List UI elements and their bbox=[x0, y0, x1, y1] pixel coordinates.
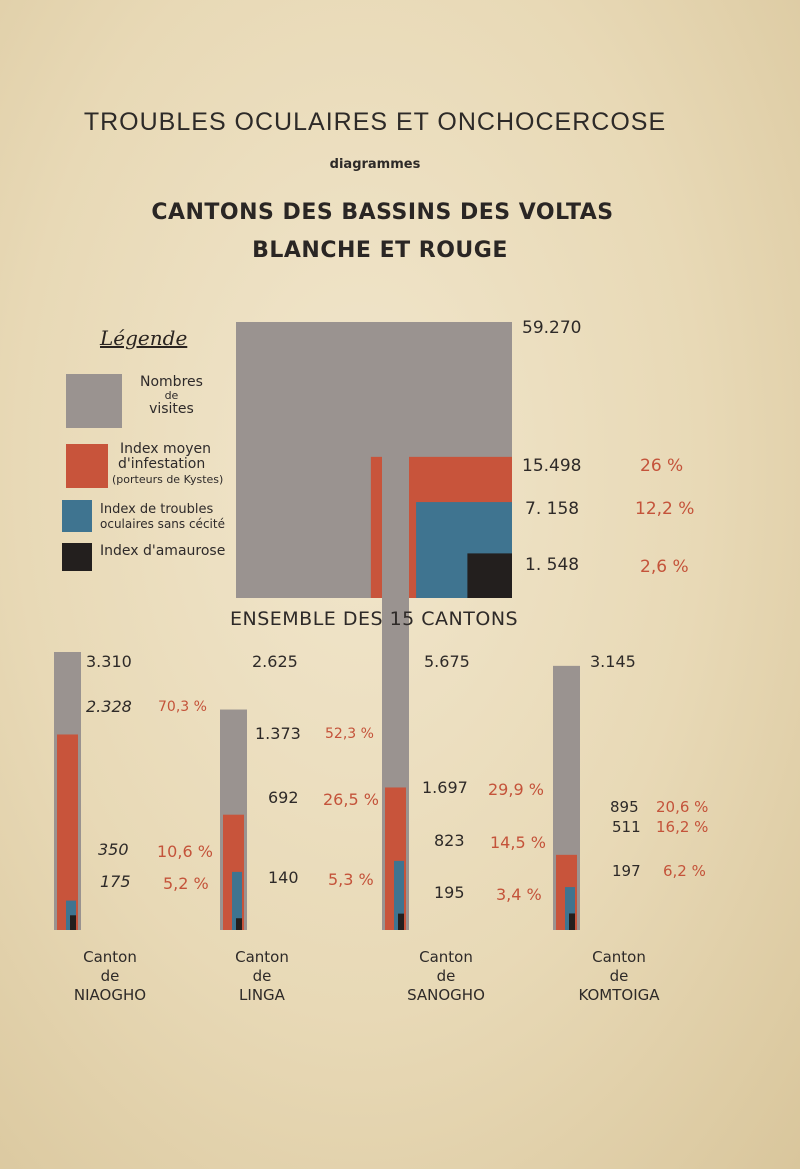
komtoiga-label-line-3: KOMTOIGA bbox=[578, 986, 660, 1004]
sanogho-infestation-pct: 29,9 % bbox=[488, 780, 544, 799]
komtoiga-canton-label bbox=[556, 948, 682, 1005]
niaogho-ocular-label: 350 bbox=[98, 840, 129, 859]
sanogho-label-line-1: Canton bbox=[419, 948, 473, 966]
main-value-ocular: 7. 158 bbox=[525, 499, 580, 519]
linga-visits-label: 2.625 bbox=[252, 652, 298, 671]
legend-ocular-line-1: Index de troubles bbox=[100, 502, 214, 517]
main-value-amaurosis: 1. 548 bbox=[525, 555, 580, 575]
komtoiga-visits-label: 3.145 bbox=[590, 652, 636, 671]
niaogho-infestation-label: 2.328 bbox=[86, 697, 132, 716]
linga-ocular-label: 692 bbox=[268, 788, 299, 807]
linga-ocular-pct: 26,5 % bbox=[323, 790, 379, 809]
niaogho-amaurosis-pct: 5,2 % bbox=[163, 874, 209, 893]
legend-ocular-line-2: oculaires sans cécité bbox=[100, 517, 225, 531]
sanogho-bar-amaurosis bbox=[398, 914, 404, 930]
linga-infestation-label: 1.373 bbox=[255, 724, 301, 743]
main-square-amaurosis bbox=[467, 553, 512, 598]
main-pct-ocular: 12,2 % bbox=[635, 499, 695, 519]
linga-bar-amaurosis bbox=[236, 918, 242, 930]
sanogho-ocular-pct: 14,5 % bbox=[490, 833, 546, 852]
linga-canton-label bbox=[212, 948, 312, 1005]
legend-infestation-line-2: d'infestation bbox=[118, 456, 206, 472]
legend-visits-line-1: Nombres bbox=[140, 374, 203, 390]
linga-amaurosis-label: 140 bbox=[268, 868, 299, 887]
main-squares-chart bbox=[236, 322, 512, 598]
niaogho-label-line-3: NIAOGHO bbox=[73, 986, 147, 1004]
sanogho-amaurosis-pct: 3,4 % bbox=[496, 885, 542, 904]
komtoiga-label-line-2: de bbox=[609, 967, 629, 985]
main-pct-infestation: 26 % bbox=[640, 456, 684, 476]
heading-line-2: BLANCHE ET ROUGE bbox=[252, 238, 508, 263]
komtoiga-infestation-pct: 20,6 % bbox=[656, 798, 709, 816]
legend-infestation-line-1: Index moyen bbox=[120, 441, 211, 457]
linga-infestation-pct: 52,3 % bbox=[325, 726, 374, 742]
sanogho-canton-label bbox=[396, 948, 496, 1005]
linga-label-line-2: de bbox=[252, 967, 272, 985]
niaogho-visits-label: 3.310 bbox=[86, 652, 132, 671]
heading-line-1: CANTONS DES BASSINS DES VOLTAS bbox=[151, 200, 614, 225]
sanogho-label-line-3: SANOGHO bbox=[407, 986, 485, 1004]
legend-visits-line-3: visites bbox=[149, 401, 194, 417]
legend-infestation-line-3: (porteurs de Kystes) bbox=[112, 473, 224, 486]
sanogho-label-line-2: de bbox=[436, 967, 456, 985]
niaogho-label-line-1: Canton bbox=[83, 948, 137, 966]
ensemble-title: ENSEMBLE DES 15 CANTONS bbox=[230, 608, 519, 630]
sanogho-ocular-label: 823 bbox=[434, 831, 465, 850]
sanogho-visits-label: 5.675 bbox=[424, 652, 470, 671]
niaogho-infestation-pct: 70,3 % bbox=[158, 699, 207, 715]
main-pct-amaurosis: 2,6 % bbox=[640, 557, 689, 577]
komtoiga-ocular-pct: 16,2 % bbox=[656, 818, 709, 836]
komtoiga-ocular-label: 511 bbox=[612, 818, 641, 836]
komtoiga-bar-amaurosis bbox=[569, 913, 575, 930]
legend-amaurosis-line-1: Index d'amaurose bbox=[100, 543, 226, 559]
niaogho-ocular-pct: 10,6 % bbox=[157, 842, 213, 861]
niaogho-amaurosis-label: 175 bbox=[100, 872, 131, 891]
sanogho-amaurosis-label: 195 bbox=[434, 883, 465, 902]
niaogho-label-line-2: de bbox=[100, 967, 120, 985]
linga-label-line-1: Canton bbox=[235, 948, 289, 966]
page-title: TROUBLES OCULAIRES ET ONCHOCERCOSE bbox=[83, 108, 667, 136]
sanogho-infestation-label: 1.697 bbox=[422, 778, 468, 797]
legend-visits-line-2: de bbox=[164, 389, 179, 402]
niaogho-bar-amaurosis bbox=[70, 915, 76, 930]
page-subtitle: diagrammes bbox=[329, 157, 421, 172]
linga-amaurosis-pct: 5,3 % bbox=[328, 870, 374, 889]
komtoiga-label-line-1: Canton bbox=[592, 948, 646, 966]
komtoiga-amaurosis-label: 197 bbox=[612, 862, 641, 880]
niaogho-canton-label bbox=[60, 948, 160, 1005]
komtoiga-infestation-label: 895 bbox=[610, 798, 639, 816]
linga-label-line-3: LINGA bbox=[239, 986, 285, 1004]
komtoiga-amaurosis-pct: 6,2 % bbox=[663, 862, 706, 880]
main-value-infestation: 15.498 bbox=[522, 456, 582, 476]
legend-title: Légende bbox=[100, 326, 188, 350]
main-value-visits: 59.270 bbox=[522, 318, 582, 338]
